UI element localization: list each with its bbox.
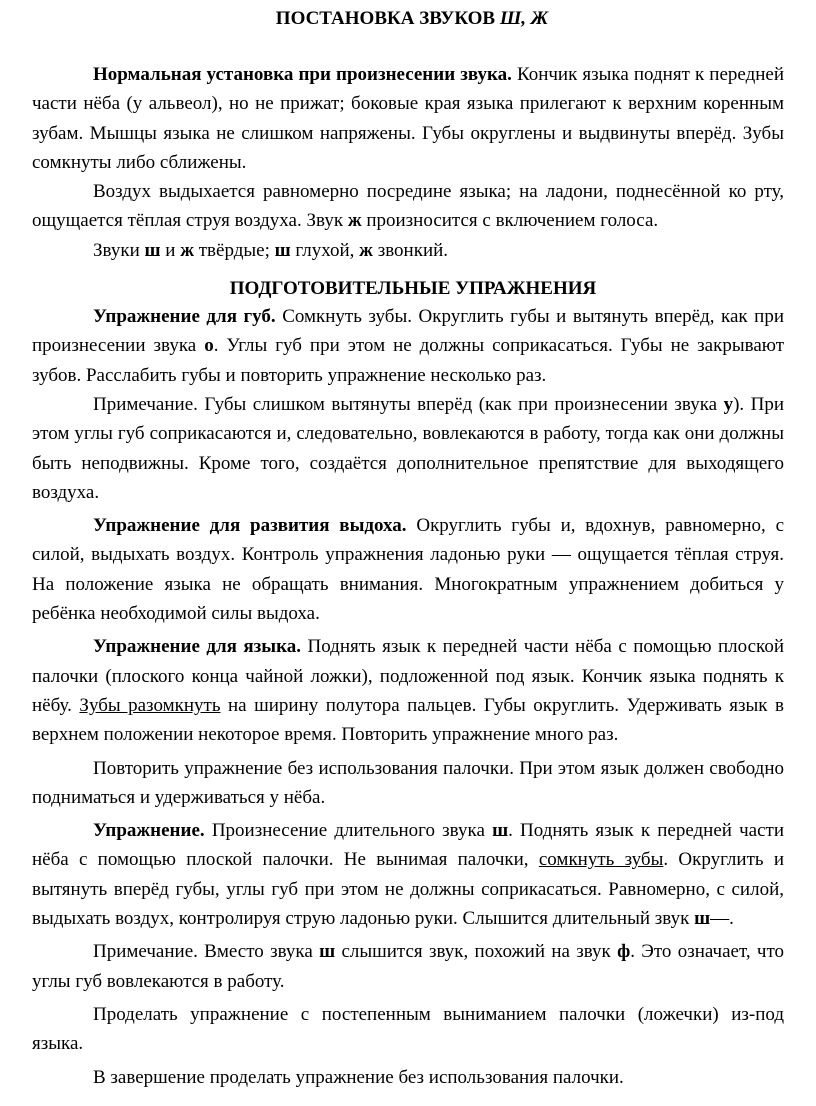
tongue-text1: Поднять язык к передней части нёба с помощью плоской палочки (плоского конца чайной ложки), подложенной под язык. Кончик языка поднять к нёбу. <box>32 636 784 716</box>
lips-text2: . Углы губ при этом не должны соприкасаться. Губы не закрывают зубов. Расслабить губы и повторить упражнение несколько раз. <box>32 335 785 386</box>
exercise-text1: Произнесение длительного звука <box>211 820 485 842</box>
air-letter: ж <box>347 210 362 232</box>
exercise-text3: . Округлить и вытянуть вперёд губы, углы губ при этом не должны соприкасаться. Равномерно, с силой, выдыхать воздух, контролируя струю ладонью руки. Слышится длительный звук <box>32 849 784 930</box>
gradual-text: Проделать упражнение с постепенным выниманием палочки (ложечки) из-под языка. <box>32 1003 784 1055</box>
intro-paragraph <box>32 60 784 177</box>
sounds-t3: твёрдые; <box>198 239 270 261</box>
lips-heading: Упражнение для губ. <box>93 306 276 328</box>
sounds-paragraph <box>32 236 784 265</box>
lips-letter: о <box>204 335 214 357</box>
tongue-underlined: Зубы разомкнуть <box>79 694 221 716</box>
sounds-s3: ш <box>274 239 291 261</box>
sounds-t4: глухой, <box>295 239 355 261</box>
exercise-text2: . Поднять язык к передней части нёба с помощью плоской палочки. Не вынимая палочки, <box>32 820 785 871</box>
exercise-text4: —. <box>710 908 734 930</box>
exercise-heading: Упражнение. <box>93 820 205 842</box>
exercise-letter2: ш <box>694 908 711 930</box>
tongue-text2: на ширину полутора пальцев. Губы округлить. Удерживать язык в верхнем положении некоторое время. Повторить упражнение много раз. <box>32 694 785 746</box>
exercise-underlined: сомкнуть зубы <box>538 849 664 871</box>
air-paragraph <box>32 177 784 236</box>
title-main: ПОСТАНОВКА ЗВУКОВ <box>275 8 496 29</box>
repeat-paragraph <box>32 754 784 813</box>
title-sounds: Ш, Ж <box>499 8 549 29</box>
exercise-letter: ш <box>492 820 509 842</box>
tongue-heading: Упражнение для языка. <box>93 636 302 658</box>
note1-text2: ). При этом углы губ соприкасаются и, следовательно, вовлекаются в работу, тогда как они должны быть неподвижны. Кроме того, создаётся дополнительное препятствие для выходящего воздуха. <box>32 393 784 503</box>
note1-paragraph <box>32 390 784 507</box>
note1-letter: у <box>723 393 734 415</box>
lips-paragraph <box>32 302 784 390</box>
sounds-t2: и <box>165 239 176 261</box>
final-paragraph <box>32 1063 784 1092</box>
page-title <box>32 6 784 32</box>
note2-text1: Примечание. Вместо звука <box>93 941 313 963</box>
sounds-t1: Звуки <box>93 239 140 261</box>
sounds-t5: звонкий. <box>377 239 449 261</box>
repeat-text: Повторить упражнение без использования палочки. При этом язык должен свободно подниматься и удерживаться у нёба. <box>32 757 784 808</box>
tongue-paragraph <box>32 632 784 749</box>
gradual-paragraph <box>32 1000 784 1059</box>
intro-heading: Нормальная установка при произнесении звука. <box>93 64 512 85</box>
note1-text1: Примечание. Губы слишком вытянуты вперёд (как при произнесении звука <box>93 393 718 415</box>
note2-letter: ш <box>319 941 336 963</box>
sounds-s4: ж <box>359 239 373 261</box>
section-heading: ПОДГОТОВИТЕЛЬНЫЕ УПРАЖНЕНИЯ <box>229 278 597 300</box>
exercise-paragraph <box>32 816 784 933</box>
final-text: В завершение проделать упражнение без использования палочки. <box>93 1066 624 1088</box>
air-text: Воздух выдыхается равномерно посредине языка; на ладони, поднесённой ко рту, ощущается тёплая струя воздуха. Звук <box>32 181 784 232</box>
air-tail: произносится с включением голоса. <box>366 210 659 232</box>
breath-heading: Упражнение для развития выдоха. <box>93 515 407 537</box>
intro-text: Кончик языка поднят к передней части нёба (у альвеол), но не прижат; боковые края языка прилегают к верхним коренным зубам. Мышцы языка не слишком напряжены. Губы округлены и выдвинуты вперёд. Зубы сомкнуты либо сближены. <box>32 64 785 173</box>
sounds-s2: ж <box>180 239 194 261</box>
note2-paragraph <box>32 937 784 996</box>
sounds-s1: ш <box>144 239 161 261</box>
breath-text: Округлить губы и, вдохнув, равномерно, с силой, выдыхать воздух. Контроль упражнения ладонью руки — ощущается тёплая струя. На положение языка не обращать внимания. Многократным упражнением добиться у ребёнка необходимой силы выдоха. <box>32 515 785 625</box>
note2-text2: слышится звук, похожий на звук <box>341 941 611 963</box>
lips-text1: Сомкнуть зубы. Округлить губы и вытянуть вперёд, как при произнесении звука <box>32 306 785 357</box>
note2-text3: . Это означает, что углы губ вовлекаются в работу. <box>32 941 785 992</box>
note2-letter2: ф <box>617 941 631 963</box>
breath-paragraph <box>32 511 784 628</box>
